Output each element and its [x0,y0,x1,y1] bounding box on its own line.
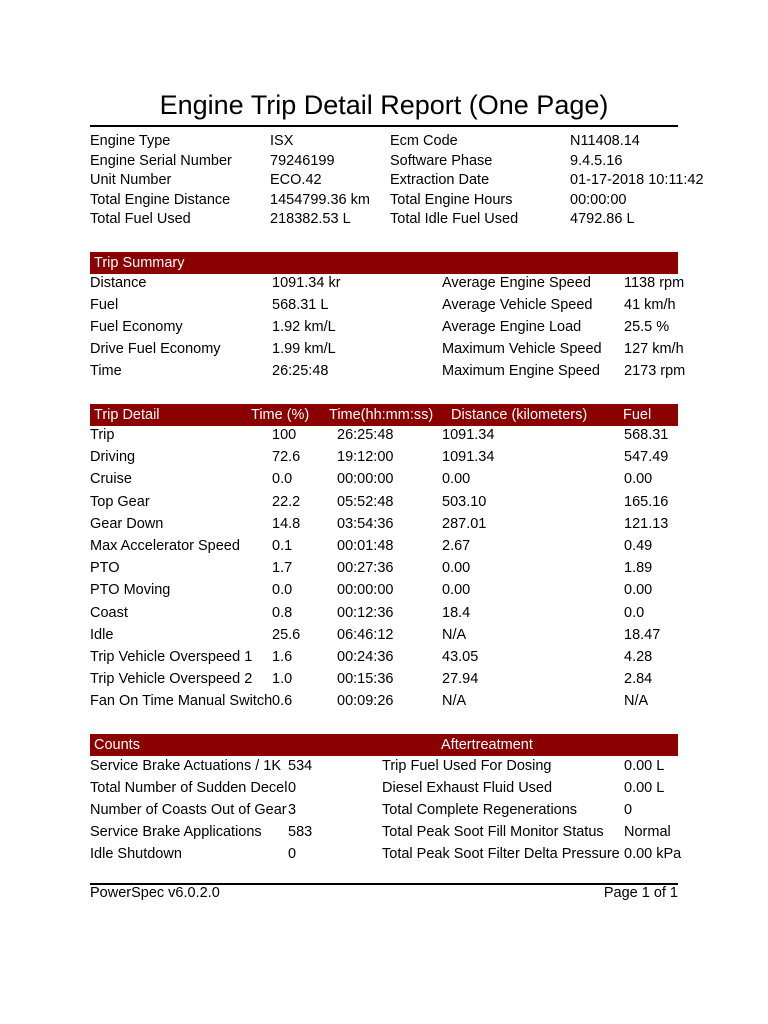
title-divider [90,125,678,127]
detail-row-time: 00:15:36 [337,671,394,688]
detail-row-pct: 100 [272,427,297,443]
counts-row-value2: 0.00 L [624,758,665,774]
detail-row-pct: 22.2 [272,493,301,510]
counts-row-value2: 0.00 L [624,780,665,796]
detail-column-header: Fuel [623,407,652,423]
info-value: ISX [270,133,294,149]
detail-row-name: Gear Down [90,515,164,532]
detail-row-fuel: 0.00 [624,582,653,599]
aftertreatment-heading: Aftertreatment [441,737,533,753]
detail-row-fuel: N/A [624,693,649,710]
detail-row-distance: 2.67 [442,538,471,554]
counts-row-label2: Diesel Exhaust Fluid Used [382,780,553,796]
summary-label: Distance [90,275,147,291]
detail-row-pct: 0.6 [272,693,293,710]
info-label: Total Fuel Used [90,211,191,227]
info-label2: Total Engine Hours [390,191,513,208]
detail-row-distance: 1091.34 [442,449,495,466]
summary-label2: Maximum Engine Speed [442,363,600,379]
detail-row-name: Fan On Time Manual Switch [90,693,273,710]
detail-row-name: Max Accelerator Speed [90,538,240,554]
detail-row-time: 00:24:36 [337,649,394,665]
detail-row-fuel: 568.31 [624,427,669,443]
detail-row-fuel: 1.89 [624,560,653,577]
info-label2: Extraction Date [390,172,490,188]
summary-value2: 1138 rpm [624,275,685,291]
counts-row-label2: Trip Fuel Used For Dosing [382,758,552,774]
footer-version: PowerSpec v6.0.2.0 [90,885,220,901]
counts-row-value: 583 [288,824,313,840]
detail-row-pct: 14.8 [272,515,301,532]
detail-row-fuel: 121.13 [624,515,669,532]
detail-row-fuel: 547.49 [624,449,669,466]
detail-row-time: 19:12:00 [337,449,394,466]
summary-value2: 2173 rpm [624,363,686,379]
counts-row-label: Number of Coasts Out of Gear [90,802,287,818]
summary-label2: Average Vehicle Speed [442,297,593,313]
info-value2: 9.4.5.16 [570,152,623,169]
detail-column-header: Distance (kilometers) [451,407,588,423]
detail-column-header: Time (%) [251,407,310,423]
detail-row-distance: 0.00 [442,582,471,599]
trip-detail-bar [90,404,678,426]
detail-row-time: 00:12:36 [337,604,394,621]
detail-row-pct: 0.8 [272,604,293,621]
counts-row-label2: Total Complete Regenerations [382,802,578,818]
detail-row-time: 06:46:12 [337,626,394,643]
counts-row-value: 3 [288,802,297,818]
counts-row-label2: Total Peak Soot Fill Monitor Status [382,824,604,840]
detail-row-pct: 0.1 [272,538,293,554]
detail-row-fuel: 0.49 [624,538,653,554]
info-value2: 00:00:00 [570,191,627,208]
detail-row-time: 00:01:48 [337,538,394,554]
footer-page-number: Page 1 of 1 [603,885,678,901]
info-value2: 4792.86 L [570,211,635,227]
counts-row-value: 0 [288,846,297,862]
detail-row-time: 00:00:00 [337,582,394,599]
detail-row-time: 00:27:36 [337,560,394,577]
summary-label: Time [90,363,122,379]
detail-row-pct: 0.0 [272,471,293,488]
info-value: ECO.42 [270,172,322,188]
counts-row-value: 534 [288,758,313,774]
info-label: Engine Type [90,133,171,149]
summary-value: 1.92 km/L [272,319,336,335]
info-value2: N11408.14 [570,133,640,149]
detail-row-pct: 1.6 [272,649,293,665]
detail-row-pct: 1.7 [272,560,293,577]
counts-row-value2: Normal [624,824,671,840]
counts-row-label: Service Brake Applications [90,824,262,840]
summary-label2: Average Engine Speed [442,275,591,291]
detail-row-pct: 72.6 [272,449,301,466]
counts-heading: Counts [94,737,140,753]
detail-row-distance: 0.00 [442,471,471,488]
info-value: 1454799.36 km [270,191,370,208]
detail-row-name: Trip Vehicle Overspeed 2 [90,671,253,688]
detail-row-distance: 18.4 [442,604,471,621]
summary-value2: 25.5 % [624,319,670,335]
detail-row-distance: N/A [442,693,467,710]
info-value: 79246199 [270,152,335,169]
counts-row-label2: Total Peak Soot Filter Delta Pressure [382,846,620,862]
detail-row-name: Cruise [90,471,132,488]
detail-row-name: Top Gear [90,493,150,510]
detail-row-name: Idle [90,626,114,643]
detail-row-name: PTO [90,560,120,577]
counts-row-label: Idle Shutdown [90,846,182,862]
detail-row-distance: 503.10 [442,493,487,510]
info-label: Engine Serial Number [90,152,232,169]
detail-row-distance: N/A [442,626,467,643]
info-label: Total Engine Distance [90,191,231,208]
info-label2: Total Idle Fuel Used [390,211,519,227]
detail-row-fuel: 165.16 [624,493,669,510]
info-value: 218382.53 L [270,211,351,227]
detail-row-fuel: 0.00 [624,471,653,488]
detail-row-fuel: 18.47 [624,626,661,643]
detail-row-time: 00:09:26 [337,693,394,710]
counts-row-label: Total Number of Sudden Decel [90,780,288,796]
counts-row-value: 0 [288,780,297,796]
summary-label: Drive Fuel Economy [90,341,221,357]
detail-row-distance: 0.00 [442,560,471,577]
detail-row-name: Trip [90,427,115,443]
detail-row-fuel: 0.0 [624,604,645,621]
detail-row-name: Driving [90,449,136,466]
detail-row-time: 03:54:36 [337,515,394,532]
summary-value: 1.99 km/L [272,341,336,357]
detail-row-pct: 0.0 [272,582,293,599]
summary-value2: 127 km/h [624,341,684,357]
detail-column-header: Time(hh:mm:ss) [329,407,434,423]
detail-column-header: Trip Detail [94,407,160,423]
info-value2: 01-17-2018 10:11:42 [570,172,704,188]
detail-row-distance: 287.01 [442,515,487,532]
report-title: Engine Trip Detail Report (One Page) [159,90,609,120]
summary-value: 26:25:48 [272,363,329,379]
detail-row-pct: 25.6 [272,626,301,643]
detail-row-name: Trip Vehicle Overspeed 1 [90,649,253,665]
detail-row-name: Coast [90,604,128,621]
summary-label2: Maximum Vehicle Speed [442,341,602,357]
detail-row-time: 05:52:48 [337,493,394,510]
counts-bar [90,734,678,756]
detail-row-distance: 1091.34 [442,427,495,443]
summary-label: Fuel Economy [90,319,183,335]
summary-label: Fuel [90,297,119,313]
info-label2: Software Phase [390,152,493,169]
summary-value2: 41 km/h [624,297,676,313]
counts-row-value2: 0.00 kPa [624,846,682,862]
detail-row-pct: 1.0 [272,671,293,688]
detail-row-name: PTO Moving [90,582,171,599]
detail-row-fuel: 2.84 [624,671,653,688]
detail-row-time: 00:00:00 [337,471,394,488]
summary-value: 568.31 L [272,297,329,313]
counts-row-label: Service Brake Actuations / 1K [90,758,282,774]
counts-row-value2: 0 [624,802,633,818]
info-label2: Ecm Code [390,133,458,149]
summary-label2: Average Engine Load [442,319,582,335]
trip-summary-heading: Trip Summary [94,255,185,271]
summary-value: 1091.34 kr [272,275,341,291]
detail-row-time: 26:25:48 [337,427,394,443]
info-label: Unit Number [90,172,172,188]
trip-summary-bar [90,252,678,274]
detail-row-distance: 43.05 [442,649,479,665]
detail-row-distance: 27.94 [442,671,479,688]
detail-row-fuel: 4.28 [624,649,653,665]
